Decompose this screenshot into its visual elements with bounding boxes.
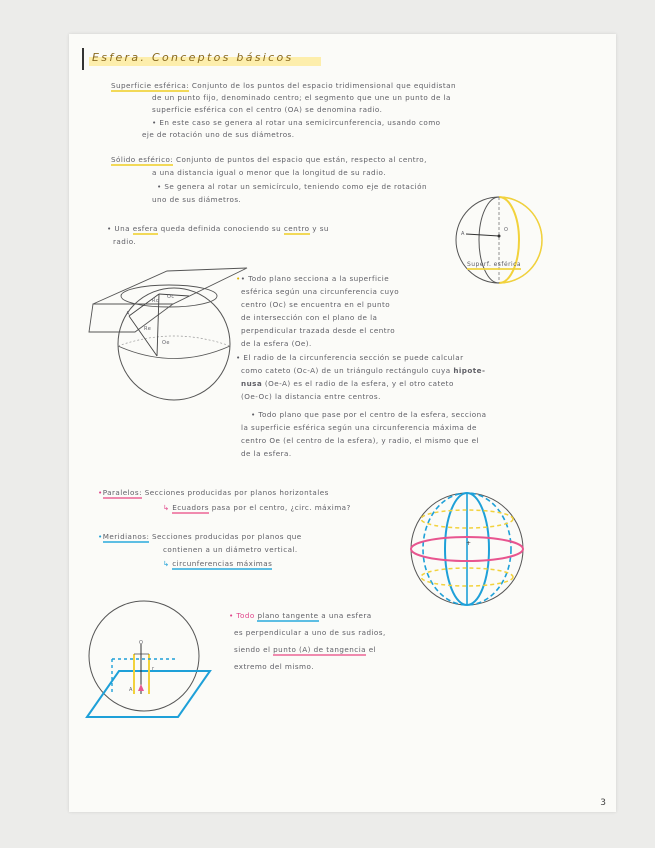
ecuador-term: Ecuadors [172,503,209,512]
hipotenusa-term: hipote- [453,366,486,375]
tangente-line1: • Todo plano tangente a una esfera [229,611,372,620]
solido-line2: a una distancia igual o menor que la longitud de su radio. [152,168,386,177]
fig4-label-r: r [152,666,155,672]
paralelos-term: Paralelos: [102,488,142,497]
solido-term: Sólido esférico: [111,155,174,164]
fig1-label-o: O [504,227,509,233]
solido-bullet1: • Se genera al rotar un semicírculo, teniendo como eje de rotación [157,182,427,191]
meridianos-line2: contienen a un diámetro vertical. [163,545,298,554]
title-margin-bar [82,48,84,70]
superficie-line2: de un punto fijo, denominado centro; el segmento que une un punto de la [152,93,451,102]
plano-p1-line2: esférica según una circunferencia cuyo [241,287,400,296]
fig1-label-a: A [461,231,465,237]
plano-p3-line2: la superficie esférica según una circunferencia máxima de [241,423,477,432]
paralelos-line1: •Paralelos: Secciones producidas por planos horizontales [98,488,329,497]
plano-p1-line4: de intersección con el plano de la [241,313,378,322]
fig2-label-a: A [126,311,130,317]
fig1-caption: Superf. esférica [467,261,521,268]
tangente-line4: extremo del mismo. [234,662,314,671]
punto-tangencia-term: punto (A) de tangencia [273,645,366,654]
fig2-label-oe: Oe [162,340,170,346]
plano-p1-line3: centro (Oc) se encuentra en el punto [241,300,391,309]
globe-figure [409,489,529,614]
meridianos-term: Meridianos: [102,532,150,541]
esfera-def-line1: • Una esfera queda definida conociendo su centro y su [107,224,329,233]
superficie-line3: superficie esférica con el centro (OA) se denomina radio. [152,105,383,114]
fig4-label-o: O [139,640,144,646]
plano-p1-line6: de la esfera (Oe). [241,339,312,348]
esfera-def-line2: radio. [113,237,137,246]
solido-line1: Sólido esférico: Conjunto de puntos del espacio que están, respecto al centro, [111,155,427,164]
fig2-label-oc: Oc [167,294,175,300]
plano-p1-line5: perpendicular trazada desde el centro [241,326,396,335]
tangente-line3: siendo el punto (A) de tangencia el [234,645,377,654]
plano-p2-line1: • El radio de la circunferencia sección se puede calcular [236,353,464,362]
plano-tangente-term: plano tangente [257,611,319,620]
tangente-line2: es perpendicular a uno de sus radios, [234,628,386,637]
plano-p2-line3: nusa (Oe-A) es el radio de la esfera, y el otro cateto [241,379,454,388]
plano-p1-line1: •• Todo plano secciona a la superficie [236,274,390,283]
plano-p3-line1: • Todo plano que pase por el centro de la esfera, secciona [251,410,487,419]
plano-p2-line4: (Oe-Oc) la distancia entre centros. [241,392,381,401]
solido-bullet2: uno de sus diámetros. [152,195,242,204]
meridianos-line1: •Meridianos: Secciones producidas por planos que [98,532,302,541]
page-number: 3 [600,798,606,808]
plano-p3-line4: de la esfera. [241,449,292,458]
fig4-label-a: A [129,687,133,693]
superficie-term: Superficie esférica: [111,81,190,90]
superficie-bullet2: eje de rotación uno de sus diámetros. [142,130,295,139]
centro-term: centro [283,224,310,233]
notebook-page [69,34,616,812]
sphere-plane-figure [89,266,249,406]
esfera-term: esfera [132,224,158,233]
fig2-label-re: Re [144,326,152,332]
superficie-bullet1: • En este caso se genera al rotar una semicircunferencia, usando como [152,118,441,127]
sphere-figure-1 [454,194,549,304]
plano-p3-line3: centro Oe (el centro de la esfera), y radio, el mismo que el [241,436,479,445]
svg-text:+: + [466,540,472,547]
superficie-line1: Superficie esférica: Conjunto de los puntos del espacio tridimensional que equidistan [111,81,456,90]
fig2-label-rc: Rc [152,298,160,304]
tangent-plane-figure [84,599,214,729]
plano-p2-line2: como cateto (Oc-A) de un triángulo rectángulo cuya hipote- [241,366,486,375]
paralelos-line2: ↳ Ecuadors pasa por el centro, ¿circ. máxima? [163,503,351,512]
page-title: Esfera. Conceptos básicos [92,51,294,64]
meridianos-line3: ↳ circunferencias máximas [163,559,273,568]
circ-maximas-term: circunferencias máximas [172,559,273,568]
